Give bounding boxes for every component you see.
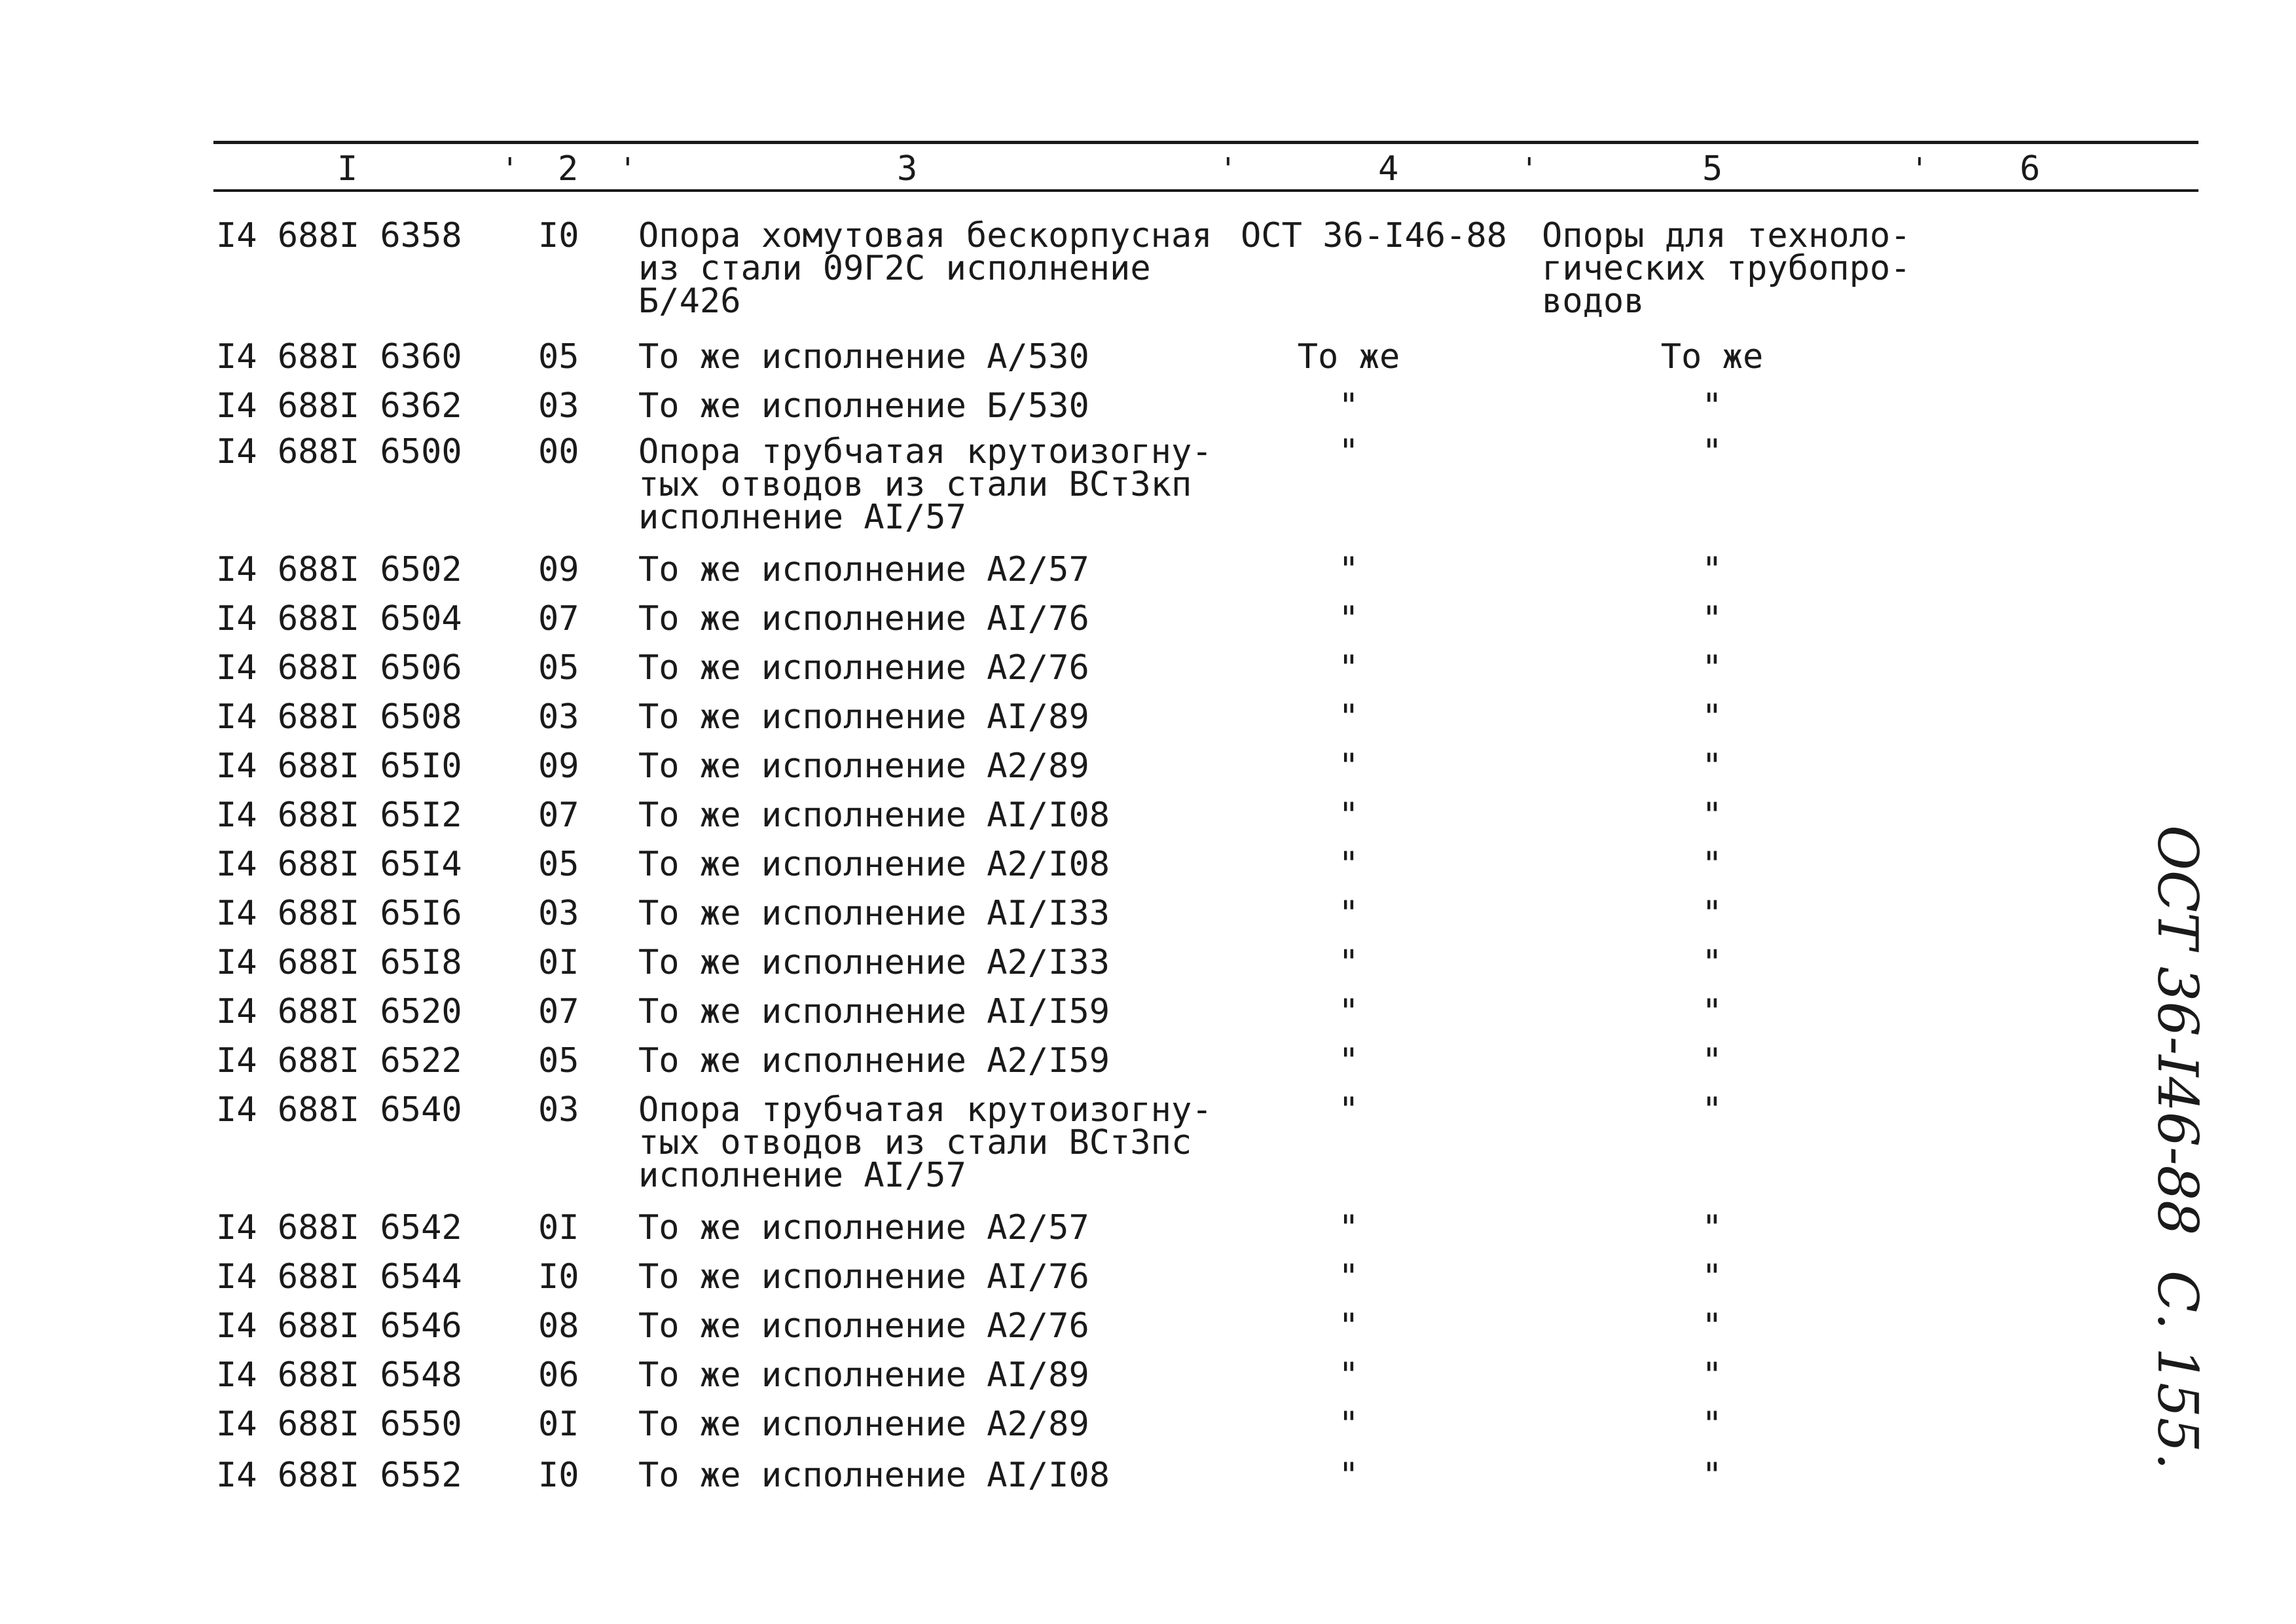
- cell-variant: 03: [538, 386, 579, 426]
- cell-name-line: исполнение АI/57: [638, 1156, 966, 1195]
- cell-name-line: То же исполнение АI/I33: [638, 894, 1110, 933]
- cell-purpose: [1676, 1306, 1748, 1346]
- cell-variant: I0: [538, 1257, 579, 1297]
- header-separator: ꞌ: [501, 151, 519, 187]
- cell-purpose: [1676, 894, 1748, 933]
- cell-name-line: из стали 09Г2С исполнение: [638, 249, 1151, 288]
- cell-standard: ": [1338, 648, 1359, 688]
- cell-name: [638, 1090, 1212, 1195]
- cell-standard: ": [1338, 992, 1359, 1031]
- cell-standard: ": [1338, 943, 1359, 982]
- cell-name-line: То же исполнение АI/I08: [638, 796, 1110, 835]
- cell-purpose: [1676, 1041, 1748, 1080]
- cell-purpose: [1676, 796, 1748, 835]
- cell-variant: 06: [538, 1356, 579, 1395]
- cell-purpose: [1676, 1405, 1748, 1444]
- cell-variant: 03: [538, 1090, 579, 1130]
- cell-standard: ": [1338, 432, 1359, 471]
- cell-purpose: [1542, 216, 1911, 321]
- cell-name: [638, 550, 1089, 589]
- cell-purpose: [1676, 1208, 1748, 1247]
- cell-name-line: То же исполнение АI/76: [638, 1257, 1089, 1297]
- header-separator: ꞌ: [1520, 151, 1539, 187]
- cell-name-line: То же исполнение А2/I33: [638, 943, 1110, 982]
- cell-name-line: То же исполнение А/530: [638, 337, 1089, 377]
- cell-product-code: I4 688I 65I0: [216, 747, 462, 786]
- cell-name-line: То же исполнение А2/57: [638, 1208, 1089, 1247]
- cell-name-line: То же исполнение АI/I08: [638, 1456, 1110, 1495]
- cell-name: [638, 432, 1212, 537]
- cell-purpose: [1676, 1090, 1748, 1130]
- margin-document-number: ОСТ 36-I46-88: [2145, 825, 2210, 1236]
- cell-variant: 0I: [538, 1208, 579, 1247]
- cell-purpose-line: ": [1702, 1356, 1722, 1395]
- header-separator: ꞌ: [1219, 151, 1237, 187]
- cell-variant: 07: [538, 992, 579, 1031]
- cell-name: [638, 1405, 1089, 1444]
- cell-name: [638, 1257, 1089, 1297]
- cell-purpose-line: ": [1702, 845, 1722, 884]
- cell-purpose-line: ": [1702, 747, 1722, 786]
- cell-name-line: То же исполнение АI/89: [638, 1356, 1089, 1395]
- cell-product-code: I4 688I 6358: [216, 216, 462, 255]
- cell-purpose-line: То же: [1660, 337, 1764, 377]
- cell-standard: ": [1338, 1405, 1359, 1444]
- header-col-5: 5: [1702, 149, 1723, 189]
- header-col-6: 6: [2020, 149, 2041, 189]
- cell-purpose-line: ": [1702, 1306, 1722, 1346]
- cell-name-line: То же исполнение АI/89: [638, 697, 1089, 737]
- cell-purpose-line: ": [1702, 648, 1722, 688]
- cell-standard: ": [1338, 1356, 1359, 1395]
- cell-purpose-line: ": [1702, 386, 1722, 426]
- cell-product-code: I4 688I 6362: [216, 386, 462, 426]
- cell-purpose: [1676, 1456, 1748, 1495]
- header-col-1: I: [337, 149, 358, 189]
- cell-name-line: То же исполнение А2/I08: [638, 845, 1110, 884]
- cell-standard: ": [1338, 386, 1359, 426]
- cell-standard: ": [1338, 747, 1359, 786]
- cell-standard: ОСТ 36-I46-88: [1241, 216, 1507, 255]
- cell-name: [638, 216, 1212, 321]
- cell-name: [638, 648, 1089, 688]
- cell-name: [638, 796, 1110, 835]
- cell-purpose-line: ": [1702, 894, 1722, 933]
- cell-variant: 03: [538, 894, 579, 933]
- cell-name: [638, 992, 1110, 1031]
- cell-name-line: Опора трубчатая крутоизогну-: [638, 1090, 1212, 1130]
- cell-standard: ": [1338, 1257, 1359, 1297]
- cell-standard: ": [1338, 550, 1359, 589]
- cell-purpose-line: ": [1702, 1041, 1722, 1080]
- cell-purpose-line: ": [1702, 1090, 1722, 1130]
- cell-name-line: То же исполнение А2/76: [638, 1306, 1089, 1346]
- cell-variant: 09: [538, 747, 579, 786]
- cell-name: [638, 1208, 1089, 1247]
- cell-name: [638, 1306, 1089, 1346]
- cell-name-line: Б/426: [638, 282, 741, 321]
- cell-product-code: I4 688I 6360: [216, 337, 462, 377]
- cell-name-line: То же исполнение АI/76: [638, 599, 1089, 638]
- header-separator: ꞌ: [619, 151, 637, 187]
- cell-name-line: исполнение АI/57: [638, 498, 966, 537]
- cell-standard: ": [1338, 1090, 1359, 1130]
- cell-product-code: I4 688I 6552: [216, 1456, 462, 1495]
- cell-standard: ": [1338, 1208, 1359, 1247]
- cell-name-line: тых отводов из стали ВСт3кп: [638, 465, 1192, 504]
- cell-product-code: I4 688I 6542: [216, 1208, 462, 1247]
- cell-purpose-line: ": [1702, 943, 1722, 982]
- cell-purpose-line: Опоры для техноло-: [1542, 216, 1911, 255]
- cell-standard: ": [1338, 1306, 1359, 1346]
- cell-purpose: [1676, 386, 1748, 426]
- cell-variant: 05: [538, 648, 579, 688]
- cell-product-code: I4 688I 6502: [216, 550, 462, 589]
- cell-name: [638, 386, 1089, 426]
- cell-product-code: I4 688I 6520: [216, 992, 462, 1031]
- cell-variant: 05: [538, 337, 579, 377]
- cell-variant: 03: [538, 697, 579, 737]
- cell-purpose: [1676, 648, 1748, 688]
- cell-variant: 0I: [538, 1405, 579, 1444]
- cell-standard: ": [1338, 599, 1359, 638]
- cell-purpose: [1650, 337, 1774, 377]
- cell-name-line: Опора трубчатая крутоизогну-: [638, 432, 1212, 471]
- cell-name-line: Опора хомутовая бескорпусная: [638, 216, 1212, 255]
- cell-purpose: [1676, 697, 1748, 737]
- cell-purpose-line: ": [1702, 992, 1722, 1031]
- margin-page-number: С. 155.: [2145, 1270, 2210, 1470]
- cell-name: [638, 337, 1089, 377]
- header-col-3: 3: [897, 149, 918, 189]
- cell-purpose-line: водов: [1542, 282, 1645, 321]
- cell-name: [638, 697, 1089, 737]
- header-col-4: 4: [1378, 149, 1399, 189]
- cell-standard: ": [1338, 845, 1359, 884]
- cell-standard: ": [1338, 894, 1359, 933]
- cell-purpose: [1676, 599, 1748, 638]
- cell-standard: ": [1338, 697, 1359, 737]
- cell-product-code: I4 688I 65I8: [216, 943, 462, 982]
- cell-purpose-line: ": [1702, 1257, 1722, 1297]
- cell-name: [638, 943, 1110, 982]
- cell-name-line: То же исполнение А2/76: [638, 648, 1089, 688]
- cell-product-code: I4 688I 6540: [216, 1090, 462, 1130]
- cell-variant: 07: [538, 599, 579, 638]
- cell-purpose-line: ": [1702, 599, 1722, 638]
- cell-product-code: I4 688I 6548: [216, 1356, 462, 1395]
- cell-name-line: То же исполнение А2/57: [638, 550, 1089, 589]
- cell-standard: То же: [1297, 337, 1400, 377]
- cell-variant: 05: [538, 1041, 579, 1080]
- cell-name-line: То же исполнение АI/I59: [638, 992, 1110, 1031]
- cell-purpose: [1676, 432, 1748, 471]
- cell-purpose-line: ": [1702, 796, 1722, 835]
- table-header-rule: [213, 189, 2198, 192]
- cell-variant: I0: [538, 1456, 579, 1495]
- cell-variant: 07: [538, 796, 579, 835]
- cell-product-code: I4 688I 6522: [216, 1041, 462, 1080]
- cell-purpose-line: гических трубопро-: [1542, 249, 1911, 288]
- cell-product-code: I4 688I 6500: [216, 432, 462, 471]
- cell-product-code: I4 688I 65I2: [216, 796, 462, 835]
- cell-purpose: [1676, 550, 1748, 589]
- cell-purpose-line: ": [1702, 432, 1722, 471]
- cell-product-code: I4 688I 65I6: [216, 894, 462, 933]
- cell-name-line: То же исполнение Б/530: [638, 386, 1089, 426]
- header-col-2: 2: [558, 149, 579, 189]
- cell-name: [638, 845, 1110, 884]
- cell-name: [638, 747, 1089, 786]
- cell-variant: I0: [538, 216, 579, 255]
- cell-product-code: I4 688I 6508: [216, 697, 462, 737]
- cell-variant: 05: [538, 845, 579, 884]
- cell-standard: ": [1338, 1456, 1359, 1495]
- cell-name-line: То же исполнение А2/89: [638, 1405, 1089, 1444]
- cell-purpose: [1676, 1356, 1748, 1395]
- cell-purpose-line: ": [1702, 697, 1722, 737]
- cell-purpose-line: ": [1702, 1456, 1722, 1495]
- cell-name-line: тых отводов из стали ВСт3пс: [638, 1123, 1192, 1162]
- cell-name-line: То же исполнение А2/89: [638, 747, 1089, 786]
- cell-product-code: I4 688I 6506: [216, 648, 462, 688]
- cell-purpose: [1676, 747, 1748, 786]
- cell-product-code: I4 688I 6546: [216, 1306, 462, 1346]
- cell-variant: 09: [538, 550, 579, 589]
- cell-product-code: I4 688I 6544: [216, 1257, 462, 1297]
- cell-purpose: [1676, 992, 1748, 1031]
- cell-name-line: То же исполнение А2/I59: [638, 1041, 1110, 1080]
- cell-standard: ": [1338, 1041, 1359, 1080]
- cell-product-code: I4 688I 6504: [216, 599, 462, 638]
- table-top-rule: [213, 141, 2198, 144]
- cell-variant: 08: [538, 1306, 579, 1346]
- cell-name: [638, 894, 1110, 933]
- cell-name: [638, 1456, 1110, 1495]
- cell-name: [638, 1041, 1110, 1080]
- cell-purpose-line: ": [1702, 1208, 1722, 1247]
- cell-purpose: [1676, 943, 1748, 982]
- cell-product-code: I4 688I 6550: [216, 1405, 462, 1444]
- cell-name: [638, 599, 1089, 638]
- cell-purpose: [1676, 1257, 1748, 1297]
- cell-name: [638, 1356, 1089, 1395]
- cell-purpose-line: ": [1702, 550, 1722, 589]
- cell-purpose: [1676, 845, 1748, 884]
- cell-standard: ": [1338, 796, 1359, 835]
- cell-variant: 0I: [538, 943, 579, 982]
- header-separator: ꞌ: [1910, 151, 1929, 187]
- cell-product-code: I4 688I 65I4: [216, 845, 462, 884]
- cell-variant: 00: [538, 432, 579, 471]
- cell-purpose-line: ": [1702, 1405, 1722, 1444]
